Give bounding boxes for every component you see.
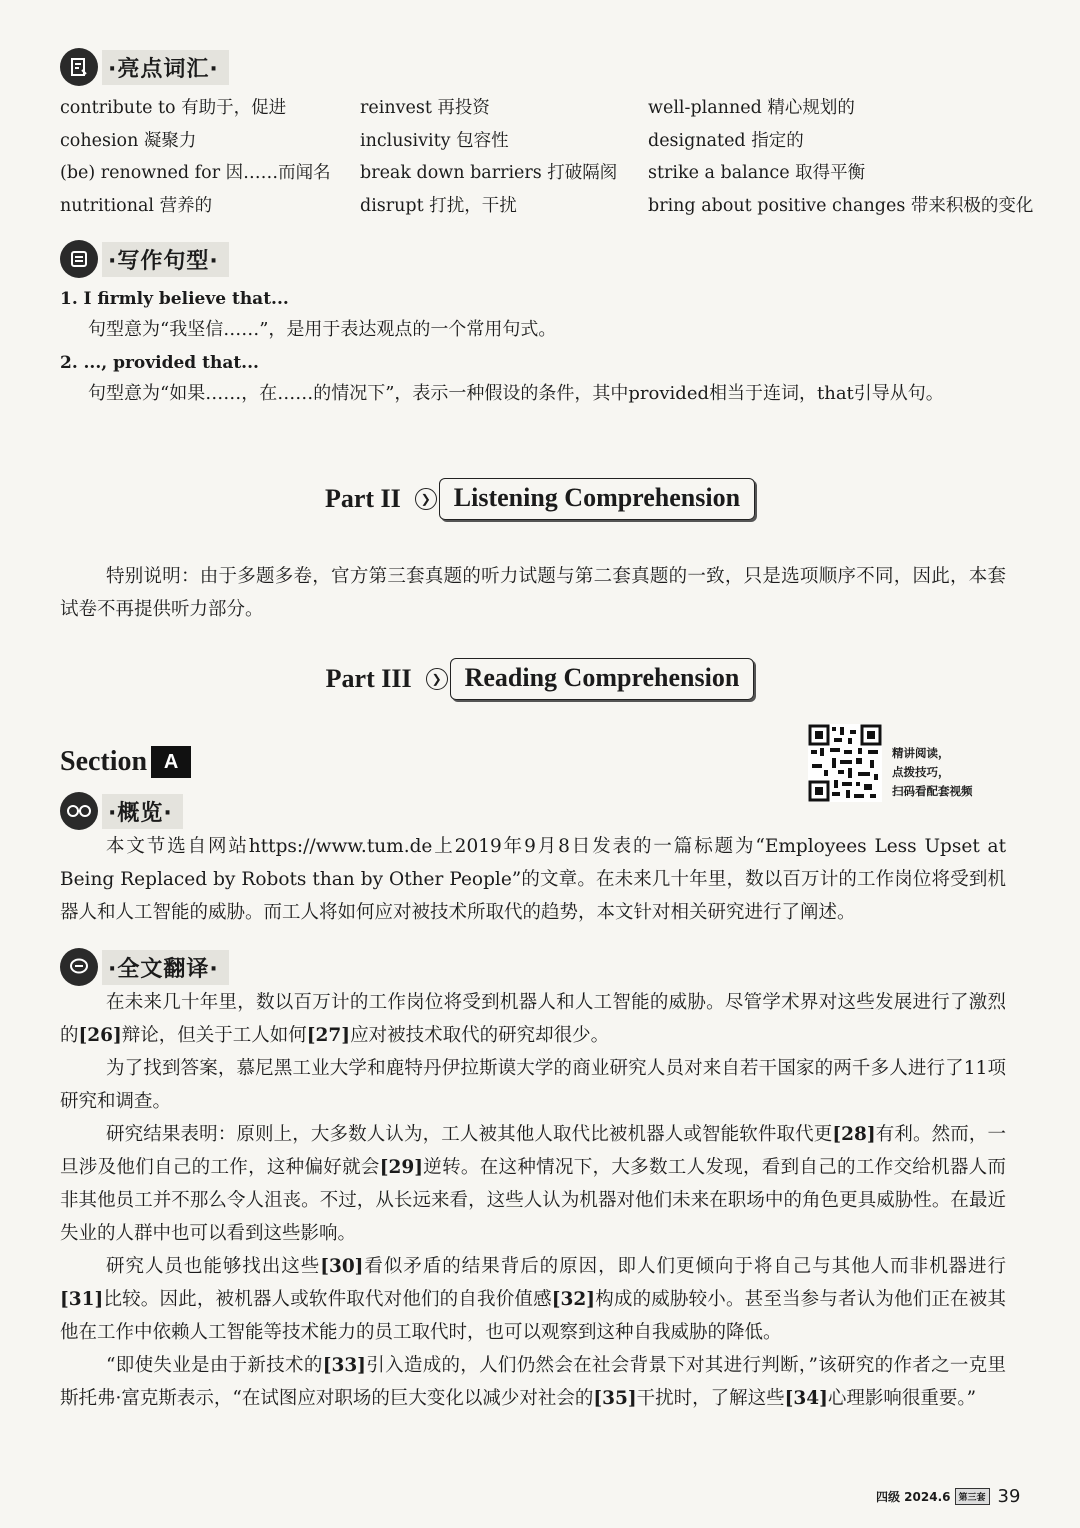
overview-text: 本文节选自网站https://www.tum.de上2019年9月8日发表的一篇标题为“Employees Less Upset at Being Replaced by Robots than by Other People”的文章。在未来几十年里，数以百万计的工作岗位将受到机器人和人工智能的威胁。而工人将如何应对被技术所取代的趋势，本文针对相关研究进行了阐述。 [60, 836, 1006, 923]
translation-title: ·全文翻译· [102, 950, 229, 985]
writing-header [60, 240, 229, 278]
pattern-item [60, 284, 1020, 346]
page-footer [876, 1486, 1020, 1507]
magazine-issue: 四级 2024.6 [876, 1490, 951, 1504]
vocab-item: (be) renowned for 因……而闻名 [60, 163, 331, 183]
pattern-item [60, 348, 1020, 410]
blank-marker: [30] [320, 1256, 364, 1277]
blank-marker: [33] [322, 1355, 366, 1376]
text-run: 应对被技术取代的研究却很少。 [350, 1025, 610, 1046]
vocab-column [648, 92, 1034, 222]
qr-caption [892, 744, 973, 801]
overview-paragraph [60, 830, 1006, 929]
vocab-column [60, 92, 360, 222]
text-run: 有利。然而，一旦涉及他们自己的工作，这种偏好就会 [60, 1124, 1006, 1178]
test-set-tag: 第三套 [955, 1488, 990, 1505]
pattern-text: ..., provided that... [83, 353, 259, 373]
text-run: “即使失业是由于新技术的 [106, 1355, 323, 1376]
vocab-item: inclusivity 包容性 [360, 130, 509, 151]
part3-heading [0, 658, 1080, 700]
section-heading [60, 746, 191, 778]
text-run: 逆转。在这种情况下，大多数工人发现，看到自己的工作交给机器人而非其他员工并不那么令人沮丧。不过，从长远来看，这些人认为机器对他们未来在职场中的角色更具威胁性。在最近失业的人群中也可以看到这些影响。 [60, 1157, 1006, 1244]
vocab-item: contribute to 有助于，促进 [60, 98, 287, 118]
pattern-text: I firmly believe that... [83, 289, 289, 309]
vocab-item: well-planned 精心规划的 [648, 98, 855, 118]
blank-marker: [29] [379, 1157, 423, 1178]
translation-paragraph [60, 1349, 1006, 1415]
document-icon [60, 48, 98, 86]
blank-marker: [32] [551, 1289, 596, 1310]
qr-code-icon[interactable] [808, 724, 882, 802]
text-run: 在未来几十年里，数以百万计的工作岗位将受到机器人和人工智能的威胁。尽管学术界对这些发展进行了激烈的 [60, 992, 1006, 1046]
overview-title: ·概览· [102, 794, 183, 829]
part2-title: Listening Comprehension [439, 478, 755, 520]
vocab-item: bring about positive changes 带来积极的变化 [648, 195, 1034, 216]
translation-paragraph [60, 986, 1006, 1052]
text-run: 研究人员也能够找出这些 [106, 1256, 321, 1277]
pattern-explanation: 句型意为“我坚信……”，是用于表达观点的一个常用句式。 [88, 319, 557, 340]
speech-bubble-icon [60, 948, 98, 986]
blank-marker: [26] [78, 1025, 122, 1046]
glasses-icon [60, 792, 98, 830]
translation-paragraph [60, 1250, 1006, 1349]
vocab-header [60, 48, 229, 86]
text-run: 辩论，但关于工人如何 [121, 1025, 307, 1046]
translation-body [60, 986, 1006, 1415]
qr-caption-line: 扫码看配套视频 [892, 784, 973, 798]
blank-marker: [28] [832, 1124, 876, 1145]
text-run: 干扰时，了解这些 [636, 1388, 785, 1409]
vocab-item: break down barriers 打破隔阂 [360, 163, 618, 183]
text-run: 研究结果表明：原则上，大多数人认为，工人被其他人取代比被机器人或智能软件取代更 [106, 1124, 833, 1145]
vocab-column [360, 92, 648, 222]
pattern-number: 1. [60, 289, 78, 309]
translation-paragraph: 为了找到答案，慕尼黑工业大学和鹿特丹伊拉斯谟大学的商业研究人员对来自若干国家的两千多人进行了11项研究和调查。 [60, 1058, 1006, 1112]
text-run: 构成的威胁较小。甚至当参与者认为他们正在被其他在工作中依赖人工智能等技术能力的员工取代时，也可以观察到这种自我威胁的降低。 [60, 1289, 1006, 1343]
special-note-text: 特别说明：由于多题多卷，官方第三套真题的听力试题与第二套真题的一致，只是选项顺序不同，因此，本套试卷不再提供听力部分。 [60, 566, 1006, 620]
pattern-explanation: 句型意为“如果……，在……的情况下”，表示一种假设的条件，其中provided相当于连词，that引导从句。 [88, 383, 944, 404]
qr-caption-line: 点拨技巧， [892, 765, 950, 779]
text-run: 引入造成的，人们仍然会在社会背景下对其进行判断，”该研究的作者之一克里斯托弗·富克斯表示，“在试图应对职场的巨大变化以减少对社会的 [60, 1355, 1006, 1409]
part2-heading [0, 478, 1080, 520]
text-run: 比较。因此，被机器人或软件取代对他们的自我价值感 [103, 1289, 552, 1310]
vocab-item: strike a balance 取得平衡 [648, 163, 866, 183]
section-letter: A [151, 746, 191, 778]
translation-paragraph [60, 1118, 1006, 1250]
writing-icon [60, 240, 98, 278]
pattern-number: 2. [60, 353, 78, 373]
vocab-item: disrupt 打扰，干扰 [360, 195, 517, 216]
blank-marker: [34] [784, 1388, 828, 1409]
vocab-item: cohesion 凝聚力 [60, 130, 197, 151]
vocab-title: ·亮点词汇· [102, 50, 229, 85]
qr-caption-line: 精讲阅读， [892, 746, 950, 760]
special-note [60, 560, 1006, 626]
part2-label: Part II [324, 484, 401, 513]
part3-title: Reading Comprehension [450, 658, 755, 700]
blank-marker: [27] [306, 1025, 351, 1046]
arrow-right-icon: ❯ [426, 668, 448, 690]
arrow-right-icon: ❯ [415, 488, 437, 510]
section-label: Section [60, 746, 148, 777]
part3-label: Part III [325, 664, 412, 693]
blank-marker: [31] [60, 1289, 104, 1310]
blank-marker: [35] [593, 1388, 637, 1409]
page-number: 39 [997, 1486, 1021, 1507]
text-run: 看似矛盾的结果背后的原因，即人们更倾向于将自己与其他人而非机器进行 [363, 1256, 1006, 1277]
text-run: 心理影响很重要。” [827, 1388, 977, 1409]
overview-header [60, 792, 183, 830]
vocab-item: reinvest 再投资 [360, 98, 490, 118]
writing-title: ·写作句型· [102, 242, 229, 277]
vocab-table [60, 92, 1034, 222]
vocab-item: designated 指定的 [648, 130, 804, 151]
translation-header [60, 948, 229, 986]
vocab-item: nutritional 营养的 [60, 195, 213, 216]
